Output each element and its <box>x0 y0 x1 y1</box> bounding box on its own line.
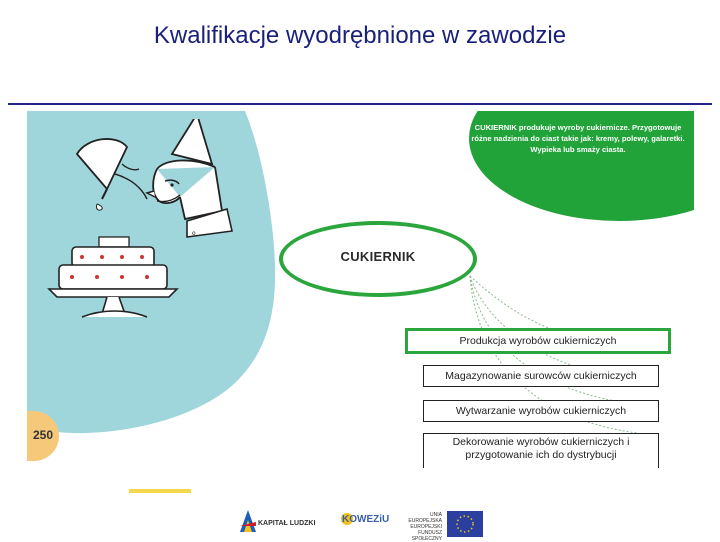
accent-bar <box>129 489 191 493</box>
kowezu-text: KOWEZiU <box>342 514 390 525</box>
profession-description: CUKIERNIK produkuje wyroby cukiernicze. Przygotowuje różne nadzienia do ciast takie jak: kremy, polewy, galaretki. Wypieka lub smaży ciasta. <box>471 123 685 154</box>
slide-title: Kwalifikacje wyodrębnione w zawodzie <box>153 22 567 49</box>
eu-logo <box>400 508 488 542</box>
qualification-label: Wytwarzanie wyrobów cukierniczych <box>455 405 627 417</box>
title-divider <box>8 103 712 105</box>
profession-oval <box>279 221 477 297</box>
baker-illustration <box>47 119 277 329</box>
page-number: 250 <box>33 428 54 442</box>
qualification-label: Magazynowanie surowców cukierniczych <box>445 370 637 382</box>
qualification-label: Dekorowanie wyrobów cukierniczych i przygotowanie ich do dystrybucji <box>452 436 630 461</box>
piping-bag-icon <box>77 139 147 210</box>
profession-label: CUKIERNIK <box>340 249 416 264</box>
cake-icon <box>49 237 177 317</box>
footer-logos <box>0 500 720 540</box>
qualification-label: Produkcja wyrobów cukierniczych <box>459 335 617 347</box>
kowezu-logo <box>330 508 395 536</box>
qualification-box <box>423 365 659 387</box>
flag-icon <box>238 508 258 534</box>
eu-text: UNIA EUROPEJSKA EUROPEJSKI FUNDUSZ SPOŁECZNY <box>408 512 442 542</box>
illustration-panel <box>27 111 694 468</box>
svg-text:o: o <box>192 230 196 237</box>
kapital-ludzki-text: KAPITAŁ LUDZKI <box>258 520 316 527</box>
qualification-box <box>423 400 659 422</box>
qualification-box-main <box>405 328 671 354</box>
chef-head-icon <box>147 119 232 237</box>
eu-flag-icon <box>447 511 483 537</box>
kapital-ludzki-logo <box>238 508 318 536</box>
qualification-box <box>423 433 659 468</box>
